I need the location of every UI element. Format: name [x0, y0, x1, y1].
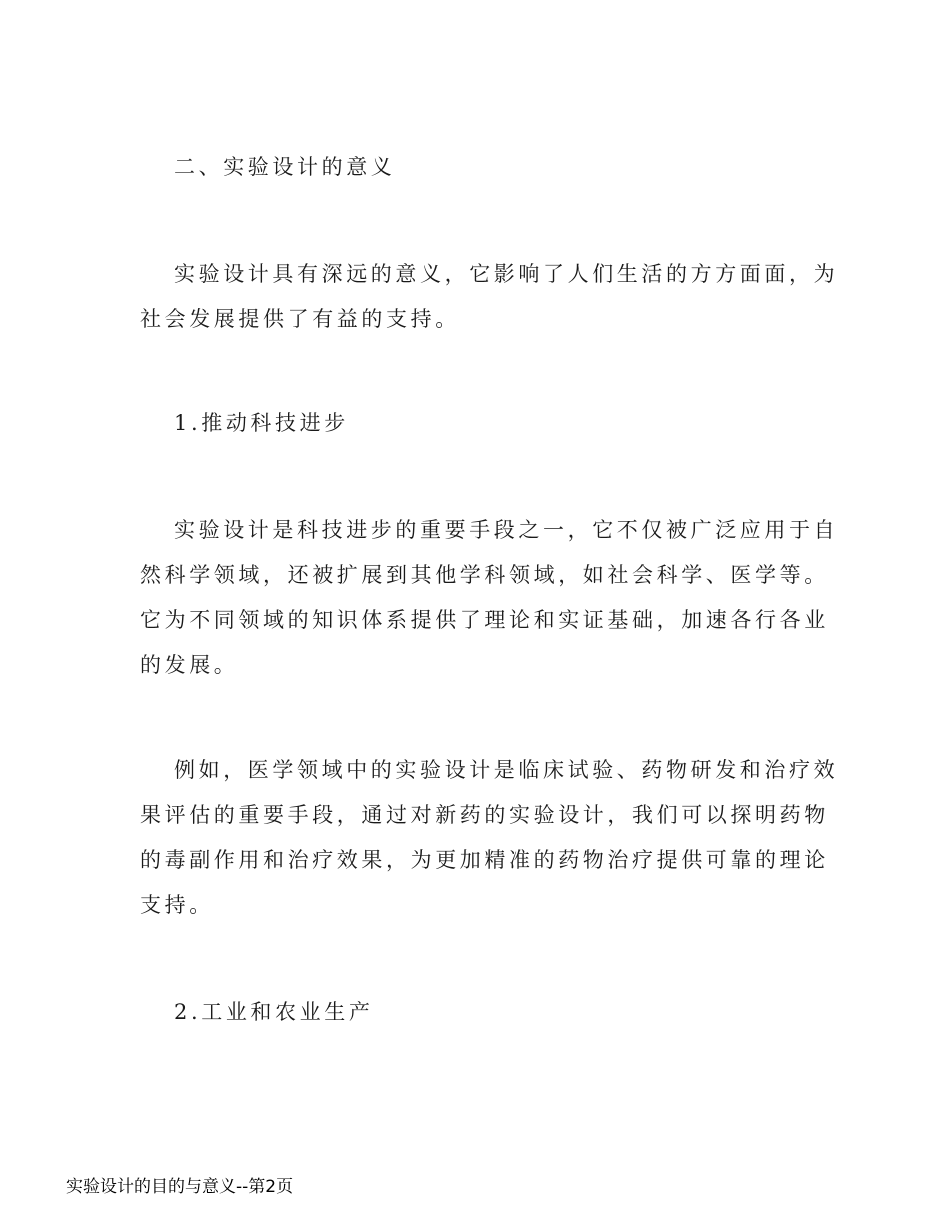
- paragraph-line: 例如，医学领域中的实验设计是临床试验、药物研发和治疗效: [174, 758, 839, 782]
- subheading: 1.推动科技进步: [174, 411, 349, 435]
- page-footer: 实验设计的目的与意义--第2页: [66, 1177, 294, 1197]
- paragraph-line: 实验设计是科技进步的重要手段之一，它不仅被广泛应用于自: [174, 518, 839, 542]
- paragraph-line: 支持。: [140, 893, 214, 917]
- paragraph-line: 社会发展提供了有益的支持。: [140, 307, 460, 331]
- paragraph-line: 实验设计具有深远的意义，它影响了人们生活的方方面面，为: [174, 262, 839, 286]
- paragraph-line: 它为不同领域的知识体系提供了理论和实证基础，加速各行各业: [140, 608, 829, 632]
- paragraph-line: 的发展。: [140, 653, 239, 677]
- paragraph-line: 的毒副作用和治疗效果，为更加精准的药物治疗提供可靠的理论: [140, 848, 829, 872]
- paragraph-line: 然科学领域，还被扩展到其他学科领域，如社会科学、医学等。: [140, 563, 829, 587]
- paragraph-line: 果评估的重要手段，通过对新药的实验设计，我们可以探明药物: [140, 803, 829, 827]
- section-heading: 二、实验设计的意义: [174, 155, 396, 179]
- subheading: 2.工业和农业生产: [174, 1000, 374, 1024]
